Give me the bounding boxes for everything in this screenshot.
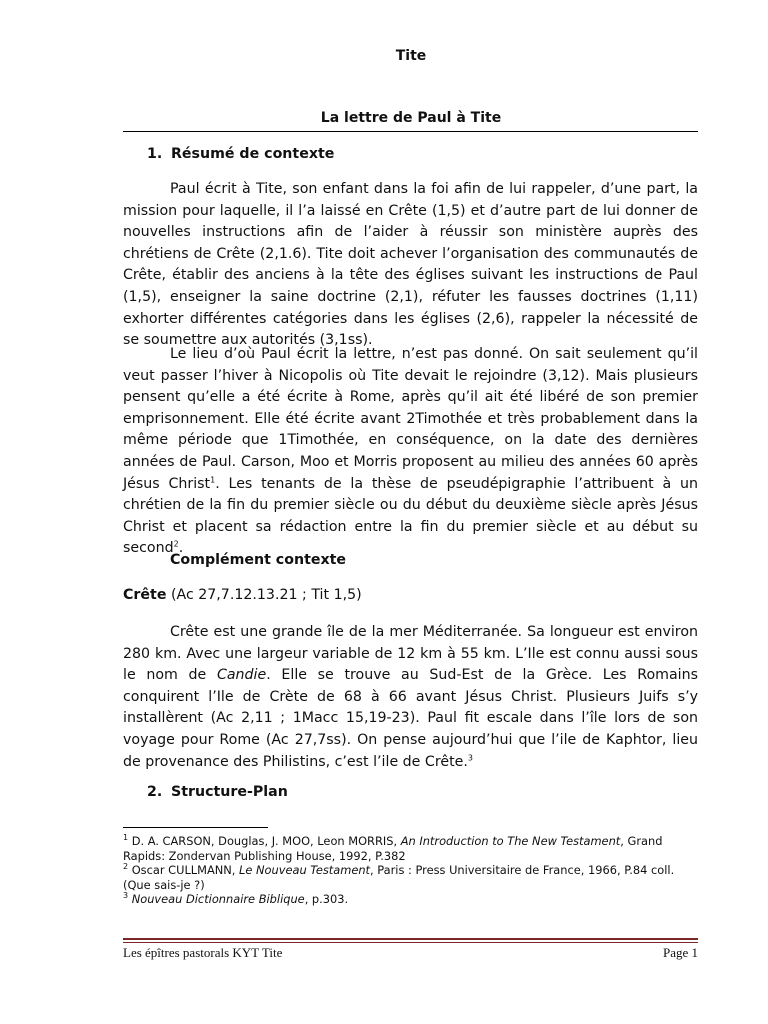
footnote-text: , Grand Rapids: Zondervan Publishing House, 1992, P.382 <box>123 834 663 863</box>
footer-document-label: Les épîtres pastorals KYT Tite <box>123 945 283 960</box>
crete-label: Crête <box>123 587 167 603</box>
footnote-number: 2 <box>123 862 129 872</box>
section-2-number: 2. <box>147 784 163 800</box>
document-title: La lettre de Paul à Tite <box>320 110 502 126</box>
paragraph-text <box>123 344 698 560</box>
section-1-heading <box>147 146 334 162</box>
footnote-title: An Introduction to The New Testament <box>400 834 621 848</box>
crete-refs: (Ac 27,7.12.13.21 ; Tit 1,5) <box>166 587 362 603</box>
title-underline <box>123 131 698 132</box>
footnote-ref-2[interactable]: 2 <box>173 539 179 549</box>
running-title: Tite <box>395 48 427 64</box>
footnote-separator <box>123 827 268 828</box>
footnote-text: Oscar CULLMANN, <box>128 863 240 878</box>
footnote-text: D. A. CARSON, Douglas, J. MOO, Leon MORRIS, <box>128 834 401 848</box>
section-1-number: 1. <box>147 146 163 162</box>
crete-paragraph <box>123 622 698 773</box>
footer-rule-thin <box>123 942 698 943</box>
paragraph-text <box>123 622 698 773</box>
footer-rule-thick <box>123 938 698 940</box>
footnote-3 <box>123 892 698 907</box>
footnote-title: Le Nouveau Testament <box>239 863 371 878</box>
section-2-title: Structure-Plan <box>171 784 288 800</box>
footnote-ref-3[interactable]: 3 <box>467 752 473 762</box>
crete-line <box>123 585 698 607</box>
page-number: Page 1 <box>662 945 698 960</box>
section-2-heading <box>147 784 288 800</box>
footnote-text: , Paris : Press Universitaire de France, 1966, P.84 coll. (Que sais-je ?) <box>123 863 675 892</box>
italic-term: Candie <box>216 667 267 684</box>
paragraph-segment: . <box>178 540 184 557</box>
paragraph-segment: . Elle se trouve au Sud-Est de la Grèce. Les Romains conquirent l’Ile de Crète de 68 à 66 avant Jésus Christ. Plusieurs Juifs s’y installèrent (Ac 2,11 ; 1Macc 15,19-23). Paul fit escale dans l’île lors de son voyage pour Rome (Ac 27,7ss). On pense aujourd’hui que l’ile de Kaphtor, lieu de provenance des Philistins, c’est l’ile de Crête. <box>123 667 698 770</box>
complement-heading: Complément contexte <box>170 552 347 568</box>
footnote-title: Nouveau Dictionnaire Biblique <box>131 892 305 907</box>
paragraph-segment: Le lieu d’où Paul écrit la lettre, n’est pas donné. On sait seulement qu’il veut passer l’hiver à Nicopolis où Tite devait le rejoindre (3,12). Mais plusieurs pensent qu’elle a été écrite à Rome, après qu’il ait été libéré de son premier emprisonnement. Elle été écrite avant 2Timothée et très probablement dans la même période que 1Timothée, en conséquence, on la date des dernières années de Paul. Carson, Moo et Morris proposent au milieu des années 60 après Jésus Christ <box>123 346 698 492</box>
footnotes <box>123 834 698 907</box>
footnote-number: 1 <box>123 833 129 843</box>
paragraph-text: Paul écrit à Tite, son enfant dans la foi afin de lui rappeler, d’une part, la mission pour laquelle, il l’a laissé en Crête (1,5) et d’autre part de lui donner de nouvelles instructions afin de l’aider à réussir son ministère auprès des chrétiens de Crête (2,1.6). Tite doit achever l’organisation des communautés de Crête, établir des anciens à la tête des églises suivant les instructions de Paul (1,5), enseigner la saine doctrine (2,1), réfuter les fausses doctrines (1,11) exhorter différentes catégories dans les églises (2,6), rappeler la nécessité de se soumettre aux autorités (3,1ss). <box>123 181 698 349</box>
footnote-text: , p.303. <box>304 892 349 907</box>
footnote-ref-1[interactable]: 1 <box>210 474 216 484</box>
section-1-title: Résumé de contexte <box>171 146 335 162</box>
footnote-2 <box>123 863 698 892</box>
section-1-paragraph-2 <box>123 344 698 560</box>
footnote-number: 3 <box>123 891 129 901</box>
footnote-1 <box>123 834 698 863</box>
section-1-paragraph-1 <box>123 179 698 352</box>
crete-reference <box>123 585 698 607</box>
paragraph-segment: Crête est une grande île de la mer Méditerranée. Sa longueur est environ 280 km. Avec une largeur variable de 12 km à 55 km. L’Ile est connu aussi sous le nom de <box>123 624 698 684</box>
paragraph-segment: . Les tenants de la thèse de pseudépigraphie l’attribuent à un chrétien de la fin du premier siècle ou du début du deuxième siècle après Jésus Christ et placent sa rédaction entre la fin du premier siècle et au début su second <box>123 475 698 557</box>
